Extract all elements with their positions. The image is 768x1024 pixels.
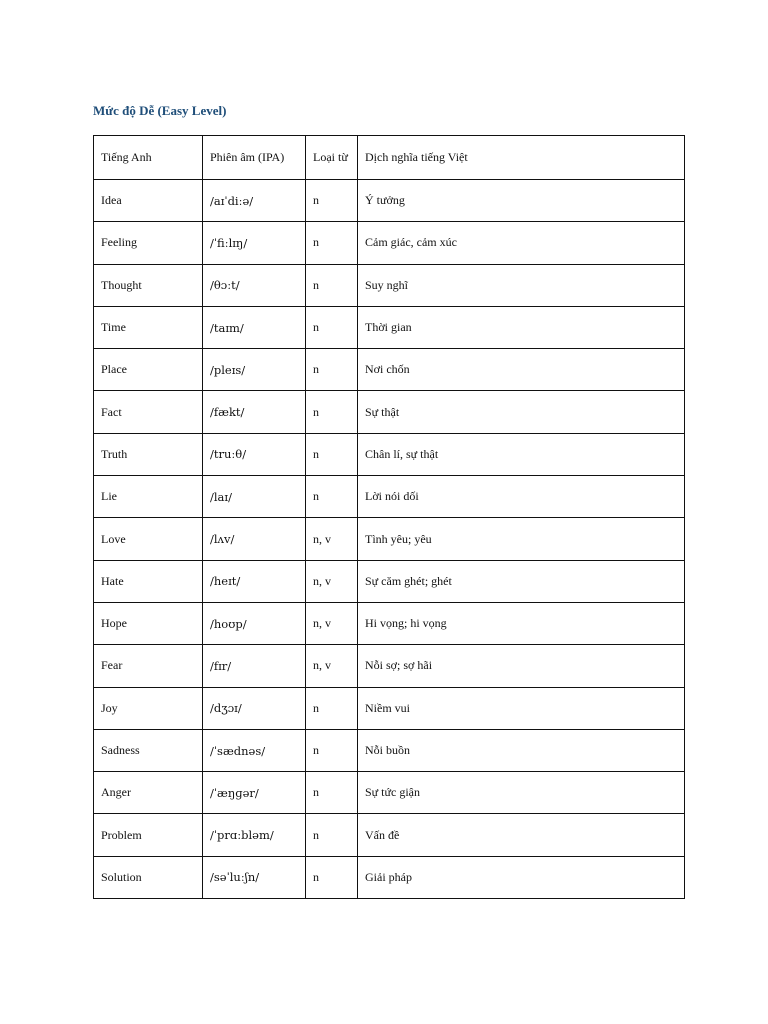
column-header-english: Tiếng Anh xyxy=(94,136,203,180)
word-cell: Hate xyxy=(94,560,203,602)
meaning-cell: Niềm vui xyxy=(358,687,685,729)
table-row xyxy=(94,814,685,856)
table-row xyxy=(94,476,685,518)
part-of-speech-cell: n xyxy=(306,814,358,856)
part-of-speech-cell: n xyxy=(306,349,358,391)
part-of-speech-cell: n xyxy=(306,856,358,898)
part-of-speech-cell: n xyxy=(306,222,358,264)
part-of-speech-cell: n, v xyxy=(306,560,358,602)
table-body xyxy=(94,180,685,899)
word-cell: Fear xyxy=(94,645,203,687)
meaning-cell: Vấn đề xyxy=(358,814,685,856)
ipa-cell: /ˈsædnəs/ xyxy=(203,729,306,771)
meaning-cell: Ý tưởng xyxy=(358,180,685,222)
table-row xyxy=(94,433,685,475)
table-row xyxy=(94,264,685,306)
table-row xyxy=(94,772,685,814)
table-header-row xyxy=(94,136,685,180)
ipa-cell: /dʒɔɪ/ xyxy=(203,687,306,729)
meaning-cell: Suy nghĩ xyxy=(358,264,685,306)
table-row xyxy=(94,602,685,644)
meaning-cell: Thời gian xyxy=(358,306,685,348)
table-row xyxy=(94,560,685,602)
word-cell: Feeling xyxy=(94,222,203,264)
meaning-cell: Chân lí, sự thật xyxy=(358,433,685,475)
word-cell: Joy xyxy=(94,687,203,729)
ipa-cell: /θɔːt/ xyxy=(203,264,306,306)
word-cell: Love xyxy=(94,518,203,560)
section-heading: Mức độ Dễ (Easy Level) xyxy=(93,103,227,118)
ipa-cell: /heɪt/ xyxy=(203,560,306,602)
word-cell: Fact xyxy=(94,391,203,433)
meaning-cell: Lời nói dối xyxy=(358,476,685,518)
table-row xyxy=(94,306,685,348)
ipa-cell: /ˈfiːlɪŋ/ xyxy=(203,222,306,264)
meaning-cell: Tình yêu; yêu xyxy=(358,518,685,560)
word-cell: Hope xyxy=(94,602,203,644)
word-cell: Problem xyxy=(94,814,203,856)
meaning-cell: Nỗi sợ; sợ hãi xyxy=(358,645,685,687)
word-cell: Truth xyxy=(94,433,203,475)
column-header-vietnamese: Dịch nghĩa tiếng Việt xyxy=(358,136,685,180)
part-of-speech-cell: n xyxy=(306,391,358,433)
vocabulary-table xyxy=(93,135,685,899)
table-row xyxy=(94,349,685,391)
meaning-cell: Giải pháp xyxy=(358,856,685,898)
ipa-cell: /laɪ/ xyxy=(203,476,306,518)
meaning-cell: Sự thật xyxy=(358,391,685,433)
part-of-speech-cell: n xyxy=(306,180,358,222)
meaning-cell: Sự tức giận xyxy=(358,772,685,814)
meaning-cell: Sự căm ghét; ghét xyxy=(358,560,685,602)
table-row xyxy=(94,729,685,771)
word-cell: Thought xyxy=(94,264,203,306)
table-row xyxy=(94,518,685,560)
word-cell: Time xyxy=(94,306,203,348)
ipa-cell: /aɪˈdiːə/ xyxy=(203,180,306,222)
part-of-speech-cell: n xyxy=(306,433,358,475)
part-of-speech-cell: n xyxy=(306,687,358,729)
word-cell: Solution xyxy=(94,856,203,898)
table-row xyxy=(94,391,685,433)
table-row xyxy=(94,687,685,729)
ipa-cell: /hoʊp/ xyxy=(203,602,306,644)
ipa-cell: /truːθ/ xyxy=(203,433,306,475)
ipa-cell: /taɪm/ xyxy=(203,306,306,348)
part-of-speech-cell: n xyxy=(306,476,358,518)
part-of-speech-cell: n xyxy=(306,264,358,306)
part-of-speech-cell: n xyxy=(306,772,358,814)
table-row xyxy=(94,645,685,687)
part-of-speech-cell: n, v xyxy=(306,518,358,560)
ipa-cell: /pleɪs/ xyxy=(203,349,306,391)
ipa-cell: /fækt/ xyxy=(203,391,306,433)
table-row xyxy=(94,222,685,264)
part-of-speech-cell: n xyxy=(306,729,358,771)
ipa-cell: /ˈæŋɡər/ xyxy=(203,772,306,814)
meaning-cell: Hi vọng; hi vọng xyxy=(358,602,685,644)
word-cell: Anger xyxy=(94,772,203,814)
part-of-speech-cell: n, v xyxy=(306,602,358,644)
ipa-cell: /fɪr/ xyxy=(203,645,306,687)
part-of-speech-cell: n xyxy=(306,306,358,348)
part-of-speech-cell: n, v xyxy=(306,645,358,687)
table-row xyxy=(94,180,685,222)
column-header-ipa: Phiên âm (IPA) xyxy=(203,136,306,180)
meaning-cell: Cảm giác, cảm xúc xyxy=(358,222,685,264)
meaning-cell: Nơi chốn xyxy=(358,349,685,391)
word-cell: Idea xyxy=(94,180,203,222)
table-row xyxy=(94,856,685,898)
ipa-cell: /səˈluːʃn/ xyxy=(203,856,306,898)
ipa-cell: /ˈprɑːbləm/ xyxy=(203,814,306,856)
word-cell: Sadness xyxy=(94,729,203,771)
column-header-part-of-speech: Loại từ xyxy=(306,136,358,180)
ipa-cell: /lʌv/ xyxy=(203,518,306,560)
word-cell: Lie xyxy=(94,476,203,518)
meaning-cell: Nỗi buồn xyxy=(358,729,685,771)
word-cell: Place xyxy=(94,349,203,391)
